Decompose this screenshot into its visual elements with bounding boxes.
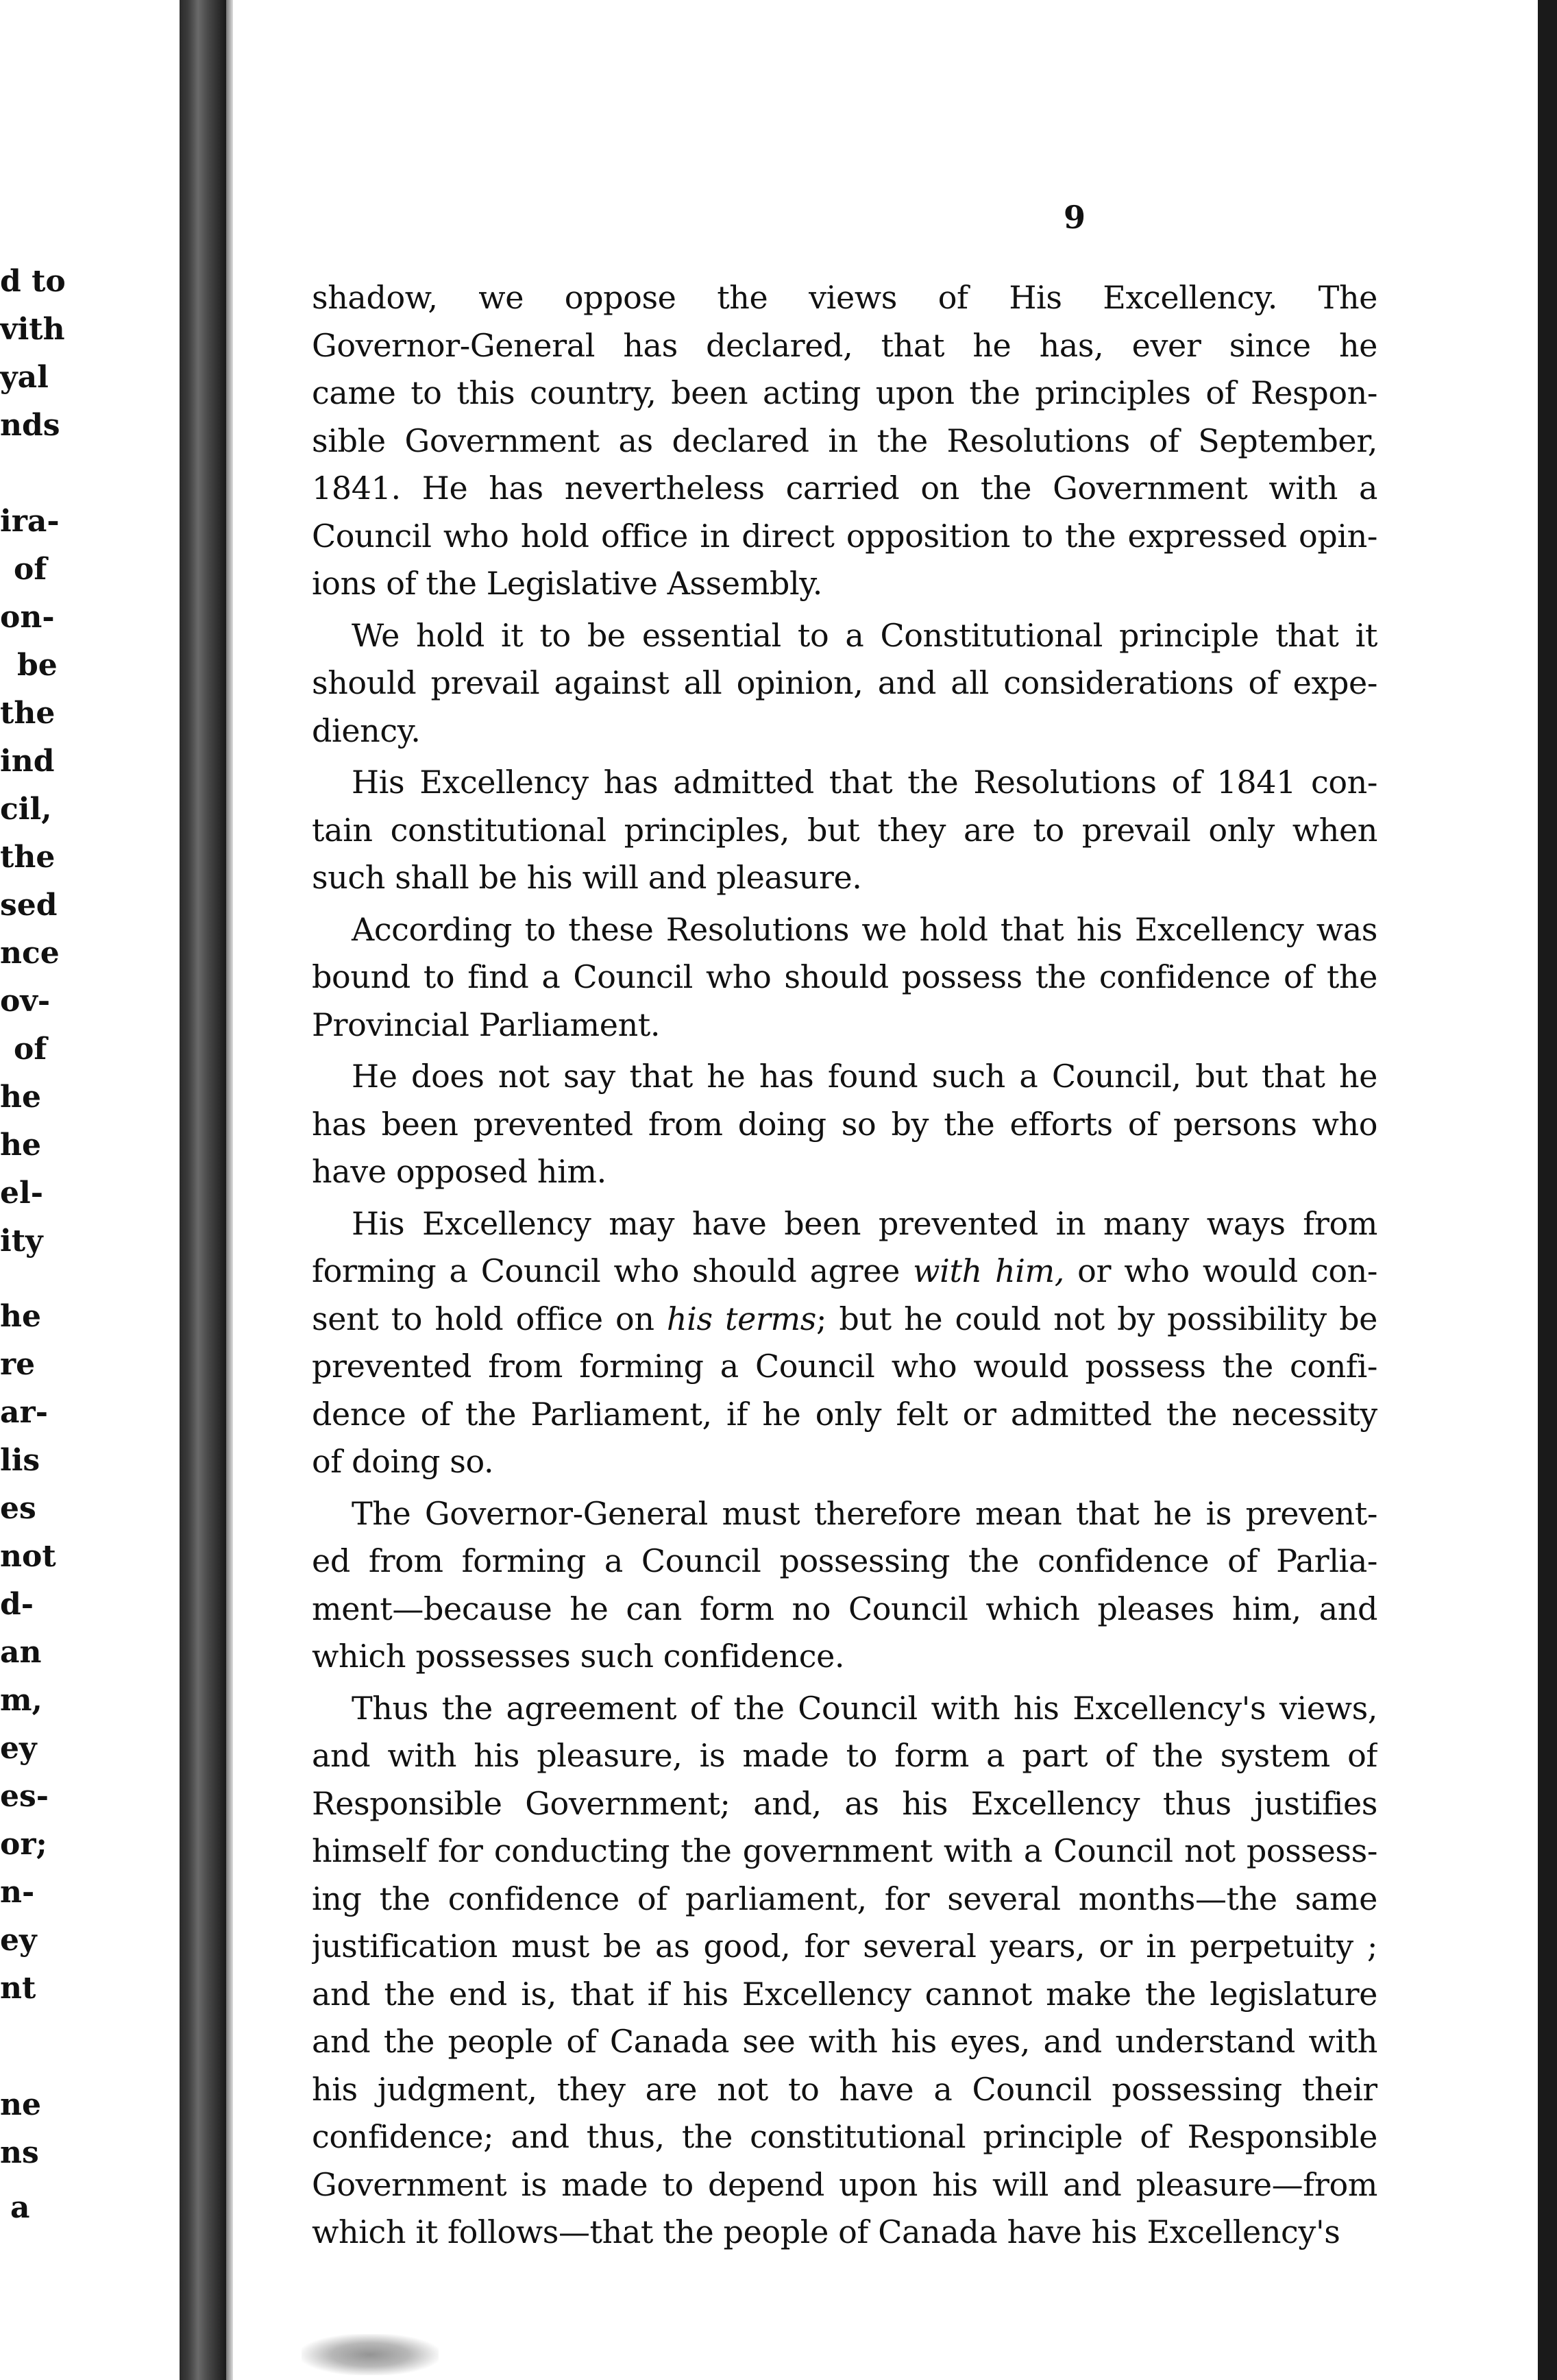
text-line: 1841. He has nevertheless carried on the Government with a — [312, 470, 1377, 507]
left-fragment-text: ind — [0, 744, 55, 779]
text-line: which possesses such confidence. — [312, 1638, 845, 1675]
text-line: has been prevented from doing so by the efforts of persons who — [312, 1105, 1377, 1143]
text-line: dence of the Parliament, if he only felt or admitted the necessity — [312, 1395, 1377, 1433]
text-line: his judgment, they are not to have a Council possessing their — [312, 2070, 1377, 2108]
left-fragment-text: not — [0, 1539, 56, 1574]
left-fragment-text: of — [14, 552, 47, 587]
previous-page-fragment — [0, 0, 175, 2380]
text-line: Provincial Parliament. — [312, 1006, 661, 1043]
left-fragment-text: n- — [0, 1875, 35, 1910]
left-fragment-text: nce — [0, 936, 60, 971]
left-fragment-text: a — [10, 2190, 30, 2225]
gutter-edge — [226, 0, 233, 2380]
text-line: and the end is, that if his Excellency cannot make the legislature — [312, 1975, 1377, 2013]
left-fragment-text: nt — [0, 1971, 36, 2006]
text-line: came to this country, been acting upon the principles of Respon- — [312, 374, 1377, 411]
text-line — [312, 1248, 1377, 1296]
left-fragment-text: d to — [0, 264, 66, 299]
left-fragment-text: sed — [0, 888, 58, 923]
text-line: which it follows—that the people of Canada have his Excellency's — [312, 2213, 1340, 2250]
text-line: justification must be as good, for several years, or in perpetuity ; — [312, 1928, 1377, 1965]
ink-smudge — [302, 2334, 439, 2375]
binding-gutter — [180, 0, 226, 2380]
left-fragment-text: nds — [0, 408, 60, 443]
left-fragment-text: or; — [0, 1827, 47, 1862]
text-line: His Excellency may have been prevented in many ways from — [352, 1204, 1377, 1242]
text-line: ions of the Legislative Assembly. — [312, 565, 822, 602]
left-fragment-text: he — [0, 1128, 41, 1163]
left-fragment-text: lis — [0, 1443, 40, 1478]
left-fragment-text: ey — [0, 1731, 37, 1766]
left-fragment-text: m, — [0, 1683, 42, 1718]
text-line: and the people of Canada see with his eyes, and understand with — [312, 2023, 1377, 2060]
left-fragment-text: el- — [0, 1176, 43, 1211]
left-fragment-text: ar- — [0, 1395, 48, 1430]
text-line: The Governor-General must therefore mean that he is prevent- — [352, 1494, 1377, 1532]
text-line: confidence; and thus, the constitutional principle of Responsible — [312, 2118, 1377, 2155]
text-line: such shall be his will and pleasure. — [312, 859, 862, 896]
text-line: His Excellency has admitted that the Resolutions of 1841 con- — [352, 764, 1377, 801]
left-fragment-text: ns — [0, 2135, 39, 2170]
italic-text-run: with him, — [913, 1252, 1064, 1289]
text-line: and with his pleasure, is made to form a part of the system of — [312, 1737, 1377, 1774]
left-fragment-text: of — [14, 1032, 47, 1067]
left-fragment-text: he — [0, 1080, 41, 1115]
text-line: should prevail against all opinion, and all considerations of expe- — [312, 664, 1377, 701]
left-fragment-text: ity — [0, 1224, 43, 1259]
text-line: of doing so. — [312, 1443, 494, 1480]
text-line: Governor-General has declared, that he has, ever since he — [312, 326, 1377, 364]
left-fragment-text: re — [0, 1347, 36, 1382]
text-line: Responsible Government; and, as his Excellency thus justifies — [312, 1784, 1377, 1822]
text-run: sent to hold office on — [312, 1300, 667, 1337]
left-fragment-text: an — [0, 1635, 42, 1670]
text-line: tain constitutional principles, but they are to prevail only when — [312, 811, 1377, 849]
page-number: 9 — [1064, 199, 1086, 236]
text-line: prevented from forming a Council who would possess the confi- — [312, 1348, 1377, 1385]
text-line: Thus the agreement of the Council with his Excellency's views, — [352, 1689, 1377, 1727]
text-line: Government is made to depend upon his will and pleasure—from — [312, 2165, 1377, 2203]
scan-border — [1538, 0, 1557, 2380]
left-fragment-text: d- — [0, 1587, 34, 1622]
text-line: sible Government as declared in the Resolutions of September, — [312, 422, 1377, 459]
text-line: Council who hold office in direct opposition to the expressed opin- — [312, 517, 1377, 555]
text-line: himself for conducting the government with a Council not possess- — [312, 1832, 1377, 1869]
text-run: ; but he could not by possibility be — [816, 1300, 1377, 1337]
left-fragment-text: the — [0, 840, 56, 875]
left-fragment-text: vith — [0, 312, 65, 347]
text-run: or who would con- — [1064, 1252, 1377, 1289]
text-line: diency. — [312, 712, 421, 749]
text-line: shadow, we oppose the views of His Excellency. The — [312, 279, 1377, 316]
left-fragment-text: the — [0, 696, 56, 731]
text-line: According to these Resolutions we hold that his Excellency was — [352, 910, 1377, 948]
left-fragment-text: cil, — [0, 792, 52, 827]
left-fragment-text: on- — [0, 600, 55, 635]
left-fragment-text: ne — [0, 2087, 41, 2122]
text-line: ing the confidence of parliament, for several months—the same — [312, 1880, 1377, 1917]
left-fragment-text: he — [0, 1299, 41, 1334]
text-line: have opposed him. — [312, 1153, 606, 1190]
body-text — [312, 274, 1377, 2257]
left-fragment-text: ey — [0, 1923, 37, 1958]
text-run: forming a Council who should agree — [312, 1252, 914, 1289]
text-line: He does not say that he has found such a Council, but that he — [352, 1058, 1377, 1095]
text-line: We hold it to be essential to a Constitutional principle that it — [352, 616, 1377, 654]
left-fragment-text: es — [0, 1491, 36, 1526]
text-line — [312, 1296, 1377, 1344]
left-fragment-text: yal — [0, 360, 49, 395]
text-line: bound to find a Council who should possess the confidence of the — [312, 958, 1377, 995]
left-fragment-text: ov- — [0, 984, 51, 1019]
italic-text-run: his terms — [666, 1300, 816, 1337]
text-line: ed from forming a Council possessing the confidence of Parlia- — [312, 1542, 1377, 1579]
text-line: ment—because he can form no Council which pleases him, and — [312, 1590, 1377, 1627]
left-fragment-text: be — [17, 648, 58, 683]
left-fragment-text: ira- — [0, 504, 60, 539]
left-fragment-text: es- — [0, 1779, 49, 1814]
